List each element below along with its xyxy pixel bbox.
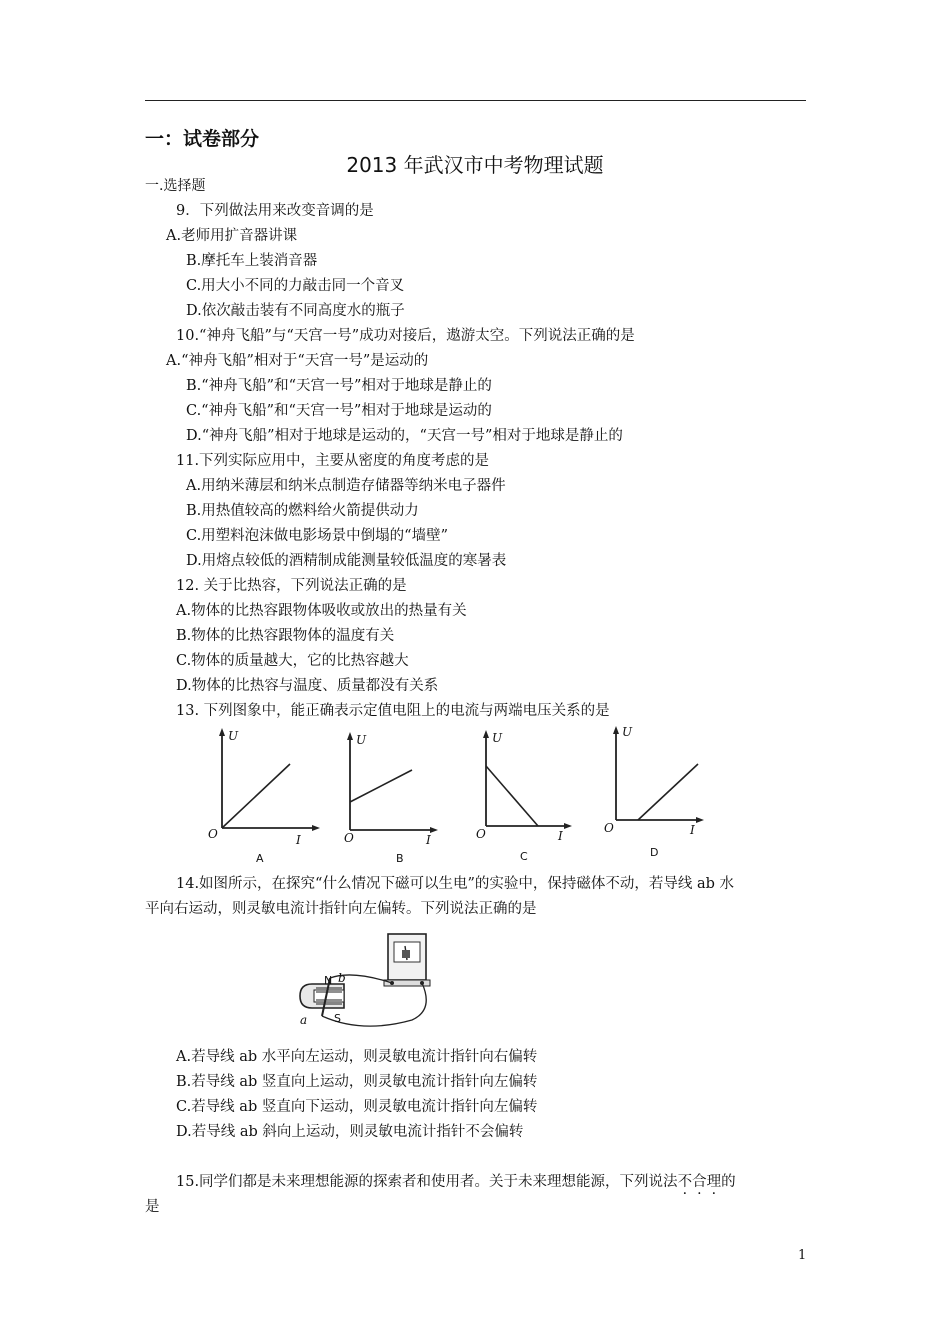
q10-option-b: B.“神舟飞船”和“天宫一号”相对于地球是静止的	[186, 378, 492, 394]
emphasis-char: 合	[692, 1174, 707, 1190]
q9-stem: 9．下列做法用来改变音调的是	[176, 203, 374, 219]
q15-stem-part2: 的	[721, 1174, 736, 1190]
q9-option-b: B.摩托车上装消音器	[186, 253, 318, 269]
q12-option-a: A.物体的比热容跟物体吸收或放出的热量有关	[176, 603, 467, 619]
q12-option-d: D.物体的比热容与温度、质量都没有关系	[176, 678, 439, 694]
galvanometer-center	[402, 950, 410, 958]
magnet-n-label: N	[324, 974, 333, 987]
emphasis-char: 不	[677, 1174, 693, 1190]
graph-line	[486, 766, 538, 826]
graph-c	[466, 726, 586, 866]
y-arrow-icon	[483, 730, 489, 738]
part-heading: 一.选择题	[145, 178, 206, 194]
x-axis-label: I	[690, 823, 695, 837]
x-axis-label: I	[558, 829, 563, 843]
q14-stem-line1: 14.如图所示，在探究“什么情况下磁可以生电”的实验中，保持磁体不动，若导线 ab 水	[176, 876, 735, 892]
q9-option-c: C.用大小不同的力敲击同一个音叉	[186, 278, 405, 294]
graph-line	[638, 764, 698, 820]
q11-option-b: B.用热值较高的燃料给火箭提供动力	[186, 503, 419, 519]
graph-line	[350, 770, 412, 802]
origin-label: O	[604, 821, 614, 835]
q10-option-a: A.“神舟飞船”相对于“天宫一号”是运动的	[166, 353, 429, 369]
x-axis-label: I	[296, 833, 301, 847]
graph-label: D	[650, 846, 659, 859]
wire-a-label: a	[300, 1013, 308, 1027]
q14-option-c: C.若导线 ab 竖直向下运动，则灵敏电流计指针向左偏转	[176, 1099, 538, 1115]
graph-label: C	[520, 850, 528, 863]
page-number: 1	[798, 1248, 807, 1263]
y-arrow-icon	[219, 728, 225, 736]
y-axis-label: U	[356, 733, 367, 747]
magnet-s-label: S	[334, 1012, 341, 1025]
q12-stem: 12. 关于比热容，下列说法正确的是	[176, 578, 407, 594]
q10-stem: 10.“神舟飞船”与“天宫一号”成功对接后，遨游太空。下列说法正确的是	[176, 328, 635, 344]
origin-label: O	[476, 827, 486, 841]
q14-option-b: B.若导线 ab 竖直向上运动，则灵敏电流计指针向左偏转	[176, 1074, 538, 1090]
y-arrow-icon	[613, 726, 619, 734]
q14-stem-line2: 平向右运动，则灵敏电流计指针向左偏转。下列说法正确的是	[145, 901, 537, 917]
x-axis-label: I	[426, 833, 431, 847]
y-axis-label: U	[622, 725, 633, 739]
graph-label: B	[396, 852, 404, 865]
y-arrow-icon	[347, 732, 353, 740]
q12-option-c: C.物体的质量越大，它的比热容越大	[176, 653, 409, 669]
x-arrow-icon	[564, 823, 572, 829]
graph-a	[200, 726, 330, 866]
q14-option-d: D.若导线 ab 斜向上运动，则灵敏电流计指针不会偏转	[176, 1124, 524, 1140]
origin-label: O	[344, 831, 354, 845]
q11-stem: 11.下列实际应用中，主要从密度的角度考虑的是	[176, 453, 490, 469]
q14-option-a: A.若导线 ab 水平向左运动，则灵敏电流计指针向右偏转	[176, 1049, 538, 1065]
y-axis-label: U	[492, 731, 503, 745]
q9-option-a: A.老师用扩音器讲课	[166, 228, 298, 244]
q11-option-a: A.用纳米薄层和纳米点制造存储器等纳米电子器件	[186, 478, 506, 494]
y-axis-label: U	[228, 729, 239, 743]
emphasis-char: 理	[706, 1174, 722, 1190]
wire-b-label: b	[338, 971, 346, 985]
q15-emphasis	[678, 1174, 722, 1190]
page-title: 2013 年武汉市中考物理试题	[346, 153, 604, 177]
header-rule	[145, 100, 806, 101]
q10-option-c: C.“神舟飞船”和“天宫一号”相对于地球是运动的	[186, 403, 492, 419]
graph-line	[222, 764, 290, 828]
q14-figure	[292, 930, 442, 1036]
q11-option-c: C.用塑料泡沫做电影场景中倒塌的“墙壁”	[186, 528, 449, 544]
x-arrow-icon	[430, 827, 438, 833]
graph-b	[330, 726, 450, 866]
q11-option-d: D.用熔点较低的酒精制成能测量较低温度的寒暑表	[186, 553, 507, 569]
x-arrow-icon	[312, 825, 320, 831]
q15-stem-line1	[176, 1172, 736, 1192]
q13-stem: 13. 下列图象中，能正确表示定值电阻上的电流与两端电压关系的是	[176, 703, 610, 719]
origin-label: O	[208, 827, 218, 841]
graph-label: A	[256, 852, 264, 865]
q9-option-d: D.依次敲击装有不同高度水的瓶子	[186, 303, 405, 319]
q15-stem-line2: 是	[145, 1199, 160, 1215]
q10-option-d: D.“神舟飞船”相对于地球是运动的，“天宫一号”相对于地球是静止的	[186, 428, 623, 444]
graph-d	[596, 722, 716, 862]
x-arrow-icon	[696, 817, 704, 823]
q12-option-b: B.物体的比热容跟物体的温度有关	[176, 628, 395, 644]
q15-stem-part1: 15.同学们都是未来理想能源的探索者和使用者。关于未来理想能源，下列说法	[176, 1174, 678, 1190]
section-heading: 一：试卷部分	[145, 128, 260, 150]
